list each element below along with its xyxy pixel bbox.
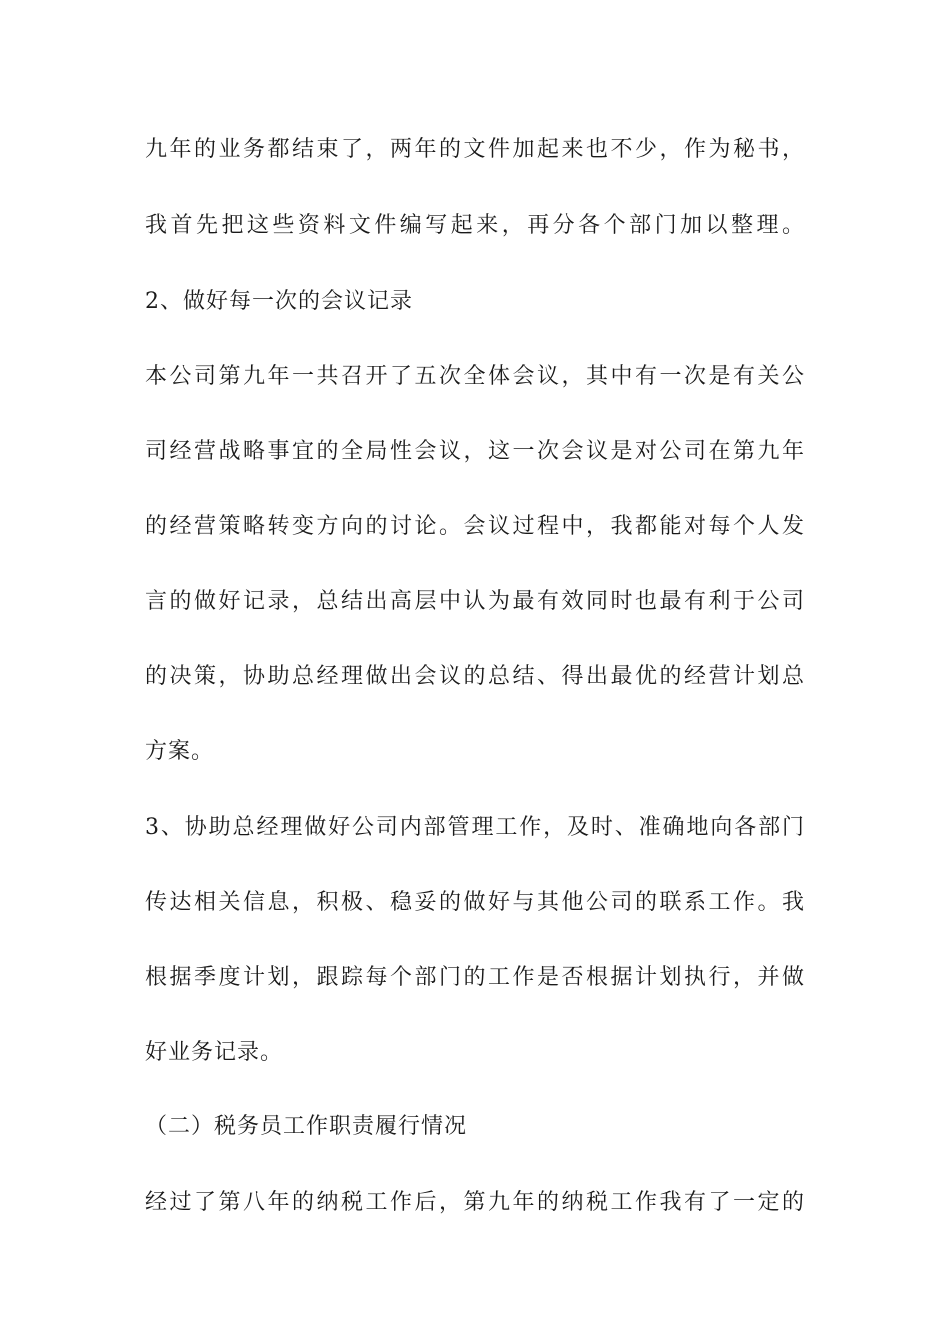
paragraph-line: 本公司第九年一共召开了五次全体会议，其中有一次是有关公	[145, 364, 805, 389]
paragraph-line: 九年的业务都结束了，两年的文件加起来也不少，作为秘书，	[145, 137, 805, 162]
paragraph-line: 的决策，协助总经理做出会议的总结、得出最优的经营计划总	[145, 664, 805, 689]
paragraph-line: 方案。	[145, 739, 215, 764]
section-heading: 2、做好每一次的会议记录	[145, 289, 413, 314]
paragraph-line: 司经营战略事宜的全局性会议，这一次会议是对公司在第九年	[145, 439, 805, 464]
paragraph-line: 传达相关信息，积极、稳妥的做好与其他公司的联系工作。我	[145, 890, 805, 915]
paragraph-line: 根据季度计划，跟踪每个部门的工作是否根据计划执行，并做	[145, 965, 805, 990]
paragraph-line: 的经营策略转变方向的讨论。会议过程中，我都能对每个人发	[145, 514, 805, 539]
paragraph-line: 3、协助总经理做好公司内部管理工作，及时、准确地向各部门	[145, 815, 805, 840]
paragraph-line: 我首先把这些资料文件编写起来，再分各个部门加以整理。	[145, 213, 805, 238]
paragraph-line: 言的做好记录，总结出高层中认为最有效同时也最有利于公司	[145, 589, 805, 614]
paragraph-line: 好业务记录。	[145, 1040, 284, 1065]
section-heading: （二）税务员工作职责履行情况	[145, 1114, 468, 1139]
paragraph-line: 经过了第八年的纳税工作后，第九年的纳税工作我有了一定的	[145, 1190, 805, 1215]
